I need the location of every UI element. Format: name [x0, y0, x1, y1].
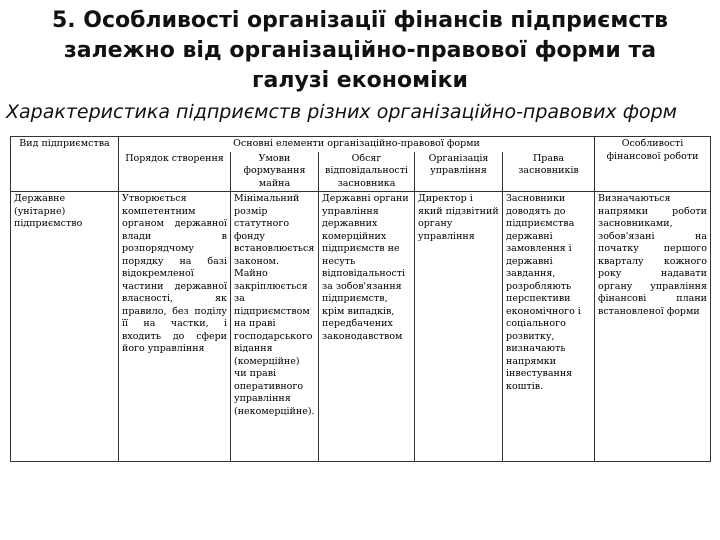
table-header-row	[11, 137, 711, 152]
cell-org: Директор і який підзвітний органу управління	[415, 192, 503, 462]
col-header-org: Організація управління	[415, 152, 503, 192]
cell-scope: Державні органи управління державних комерційних підприємств не несуть відповідальності за зобов'язання підприємств, крім випадків, передбачених законодавством	[319, 192, 415, 462]
title-line: галузі економіки	[252, 68, 468, 93]
cell-order: Утворюється компетентним органом державної влади в розпорядчому порядку на базі відокремленої частини державної власності, як правило, без поділу її на частки, і входить до сфери його управління	[119, 192, 231, 462]
col-header-rights: Права засновників	[503, 152, 595, 192]
col-header-terms: Умови формування майна	[231, 152, 319, 192]
slide-title	[0, 6, 720, 96]
col-header-order: Порядок створення	[119, 152, 231, 192]
slide-subtitle: Характеристика підприємств різних організаційно-правових форм	[6, 101, 677, 123]
title-line: залежно від організаційно-правової форми та	[63, 38, 657, 63]
cell-rights: Засновники доводять до підприємства державні замовлення і державні завдання, розробляють перспективи економічного і соціального розвитку, визначають напрямки інвестування коштів.	[503, 192, 595, 462]
cell-features: Визначаються напрямки роботи засновниками, зобов'язані на початку першого кварталу кожного року надавати органу управління фінансові плани встановленої форми	[595, 192, 711, 462]
col-header-features: Особливості фінансової роботи	[595, 137, 711, 192]
cell-terms: Мінімальний розмір статутного фонду встановлюється законом. Майно закріплюється за підприємством на праві господарського відання (комерційне) чи праві оперативного управління (некомерційне).	[231, 192, 319, 462]
cell-type: Державне (унітарне) підприємство	[11, 192, 119, 462]
table-row	[11, 192, 711, 462]
col-header-type: Вид підприємства	[11, 137, 119, 192]
col-header-group: Основні елементи організаційно-правової форми	[119, 137, 595, 152]
title-line: 5. Особливості організації фінансів підприємств	[51, 8, 669, 33]
col-header-scope: Обсяг відповідальності засновника	[319, 152, 415, 192]
enterprise-table	[10, 136, 711, 462]
